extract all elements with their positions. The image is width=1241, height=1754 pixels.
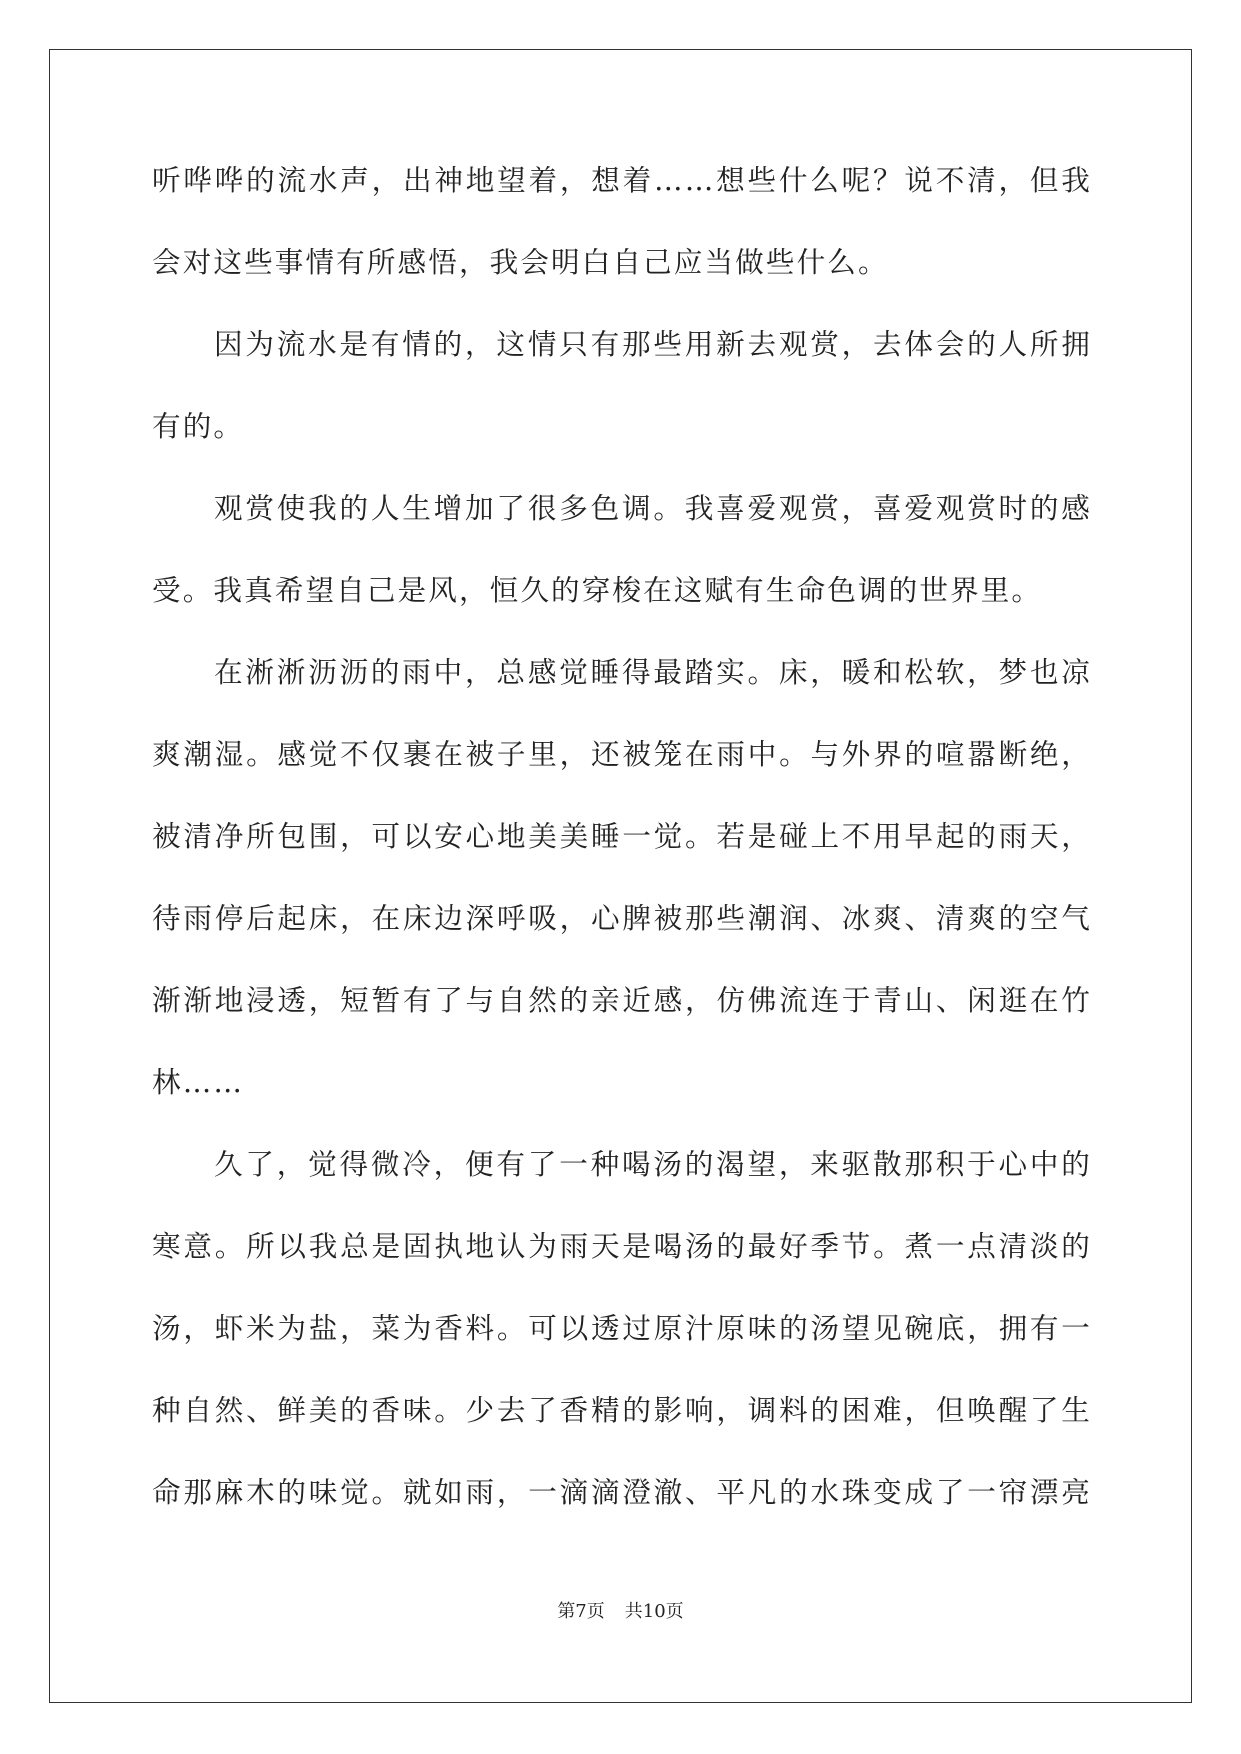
text-line: 听哗哗的流水声，出神地望着，想着……想些什么呢？说不清，但我 [152, 163, 1092, 197]
text-line: 受。我真希望自己是风，恒久的穿梭在这赋有生命色调的世界里。 [152, 573, 1043, 607]
text-line: 在淅淅沥沥的雨中，总感觉睡得最踏实。床，暖和松软，梦也凉 [214, 655, 1092, 689]
text-line: 爽潮湿。感觉不仅裹在被子里，还被笼在雨中。与外界的喧嚣断绝， [152, 737, 1092, 771]
page-total: 共10页 [624, 1601, 684, 1622]
text-line: 命那麻木的味觉。就如雨，一滴滴澄澈、平凡的水珠变成了一帘漂亮 [152, 1475, 1092, 1509]
text-line: 汤，虾米为盐，菜为香料。可以透过原汁原味的汤望见碗底，拥有一 [152, 1311, 1092, 1345]
text-line: 被清净所包围，可以安心地美美睡一觉。若是碰上不用早起的雨天， [152, 819, 1092, 853]
text-line: 寒意。所以我总是固执地认为雨天是喝汤的最好季节。煮一点清淡的 [152, 1229, 1092, 1263]
text-line: 有的。 [152, 409, 245, 443]
page-number: 第7页 [557, 1601, 605, 1622]
text-line: 种自然、鲜美的香味。少去了香精的影响，调料的困难，但唤醒了生 [152, 1393, 1092, 1427]
text-line: 因为流水是有情的，这情只有那些用新去观赏，去体会的人所拥 [214, 327, 1092, 361]
text-line: 会对这些事情有所感悟，我会明白自己应当做些什么。 [152, 245, 889, 279]
text-line: 久了，觉得微冷，便有了一种喝汤的渴望，来驱散那积于心中的 [214, 1147, 1092, 1181]
text-line: 林…… [152, 1065, 245, 1099]
page-footer [0, 1600, 1241, 1624]
text-line: 渐渐地浸透，短暂有了与自然的亲近感，仿佛流连于青山、闲逛在竹 [152, 983, 1092, 1017]
text-line: 待雨停后起床，在床边深呼吸，心脾被那些潮润、冰爽、清爽的空气 [152, 901, 1092, 935]
text-line: 观赏使我的人生增加了很多色调。我喜爱观赏，喜爱观赏时的感 [214, 491, 1092, 525]
document-body [152, 160, 1092, 1554]
